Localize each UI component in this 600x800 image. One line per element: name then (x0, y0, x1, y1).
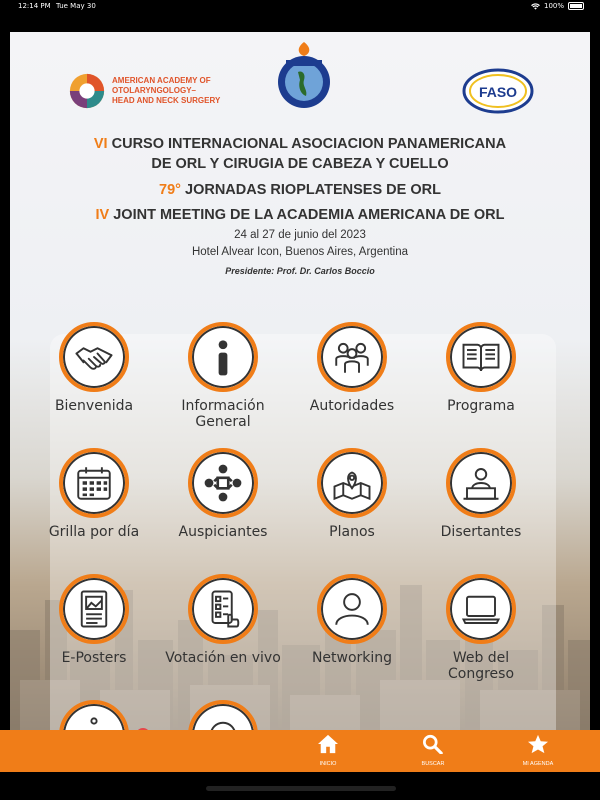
title-line-3-accent: IV (95, 207, 110, 223)
menu-item-programa[interactable] (421, 322, 541, 414)
menu-item-circle (446, 448, 516, 518)
aao-logo-line2: OTOLARYNGOLOGY– (112, 86, 197, 95)
aao-logo-line3: HEAD AND NECK SURGERY (112, 96, 221, 105)
poster-icon (73, 588, 115, 630)
user-icon (331, 588, 373, 630)
menu-item-label: Networking (311, 650, 393, 666)
map-icon (331, 462, 373, 504)
event-president: Presidente: Prof. Dr. Carlos Boccio (225, 266, 375, 276)
menu-item-autoridades[interactable] (292, 322, 412, 414)
menu-item-label: Disertantes (440, 524, 522, 540)
event-dates: 24 al 27 de junio del 2023 (234, 229, 366, 241)
menu-item-circle (446, 322, 516, 392)
faso-logo (462, 68, 534, 119)
title-line-2 (10, 182, 590, 198)
home-icon (317, 734, 339, 754)
calendar-icon (73, 462, 115, 504)
panamerican-seal-logo (272, 40, 336, 117)
menu-item-label: Votación en vivo (165, 650, 281, 666)
menu-item-label: Grilla por día (48, 524, 140, 540)
menu-item-informacion-general[interactable] (163, 322, 283, 430)
status-time: 12:14 PM (18, 2, 51, 10)
menu-item-circle (446, 574, 516, 644)
star-icon (527, 734, 549, 754)
aao-swirl-icon (68, 72, 106, 110)
status-right (531, 2, 584, 10)
menu-item-e-posters[interactable] (34, 574, 154, 666)
menu-item-label: Bienvenida (54, 398, 134, 414)
tab-mi-agenda[interactable] (508, 734, 568, 767)
aao-logo-line1: AMERICAN ACADEMY OF (112, 76, 211, 85)
menu-item-label: Autoridades (309, 398, 395, 414)
menu-item-label: Auspiciantes (178, 524, 268, 540)
tab-buscar-label: BUSCAR (421, 761, 445, 767)
title-line-1b-text: DE ORL Y CIRUGIA DE CABEZA Y CUELLO (151, 156, 449, 172)
menu-item-circle (59, 448, 129, 518)
title-line-3-text: JOINT MEETING DE LA ACADEMIA AMERICANA DE ORL (109, 207, 505, 223)
vote-icon (202, 588, 244, 630)
menu-item-bienvenida[interactable] (34, 322, 154, 414)
speaker-icon (460, 462, 502, 504)
menu-item-circle (59, 322, 129, 392)
app-screen (10, 32, 590, 800)
tab-inicio-label: INICIO (319, 761, 337, 767)
title-line-2-accent: 79° (159, 182, 181, 198)
people-icon (331, 336, 373, 378)
menu-item-circle (59, 574, 129, 644)
faso-logo-text: FASO (478, 84, 518, 100)
info-icon (202, 336, 244, 378)
battery-percent: 100% (543, 2, 564, 10)
menu-item-circle (188, 448, 258, 518)
menu-item-label: Información General (181, 398, 265, 430)
tab-mi-agenda-label: MI AGENDA (522, 761, 554, 767)
title-line-3 (10, 207, 590, 223)
home-indicator[interactable] (206, 786, 396, 791)
menu-item-circle (317, 322, 387, 392)
menu-item-label: Programa (447, 398, 515, 414)
title-line-1-text: CURSO INTERNACIONAL ASOCIACION PANAMERICANA (107, 136, 507, 152)
wifi-icon (531, 3, 540, 10)
event-venue: Hotel Alvear Icon, Buenos Aires, Argentina (191, 246, 409, 258)
sponsors-icon (202, 462, 244, 504)
battery-icon (568, 2, 584, 10)
status-bar (0, 0, 600, 14)
title-line-1-accent: VI (93, 136, 108, 152)
status-date: Tue May 30 (56, 2, 96, 10)
menu-item-circle (188, 322, 258, 392)
menu-item-grilla-por-dia[interactable] (34, 448, 154, 540)
tab-inicio[interactable] (298, 734, 358, 767)
title-line-2-text: JORNADAS RIOPLATENSES DE ORL (180, 182, 441, 198)
menu-item-auspiciantes[interactable] (163, 448, 283, 540)
bottom-tab-bar (0, 730, 600, 772)
menu-item-circle (317, 448, 387, 518)
menu-item-circle (317, 574, 387, 644)
menu-item-label: Planos (329, 524, 375, 540)
aao-logo (68, 72, 220, 110)
menu-item-web-del-congreso[interactable] (421, 574, 541, 682)
title-line-1 (10, 134, 590, 174)
book-icon (460, 336, 502, 378)
menu-item-votacion-en-vivo[interactable] (163, 574, 283, 666)
menu-item-networking[interactable] (292, 574, 412, 666)
tab-buscar[interactable] (403, 734, 463, 767)
menu-item-label: Web del Congreso (447, 650, 515, 682)
handshake-icon (73, 336, 115, 378)
menu-item-label: E-Posters (61, 650, 127, 666)
laptop-icon (460, 588, 502, 630)
menu-item-circle (188, 574, 258, 644)
event-header (10, 32, 590, 292)
menu-item-disertantes[interactable] (421, 448, 541, 540)
menu-item-planos[interactable] (292, 448, 412, 540)
search-icon (422, 734, 444, 754)
